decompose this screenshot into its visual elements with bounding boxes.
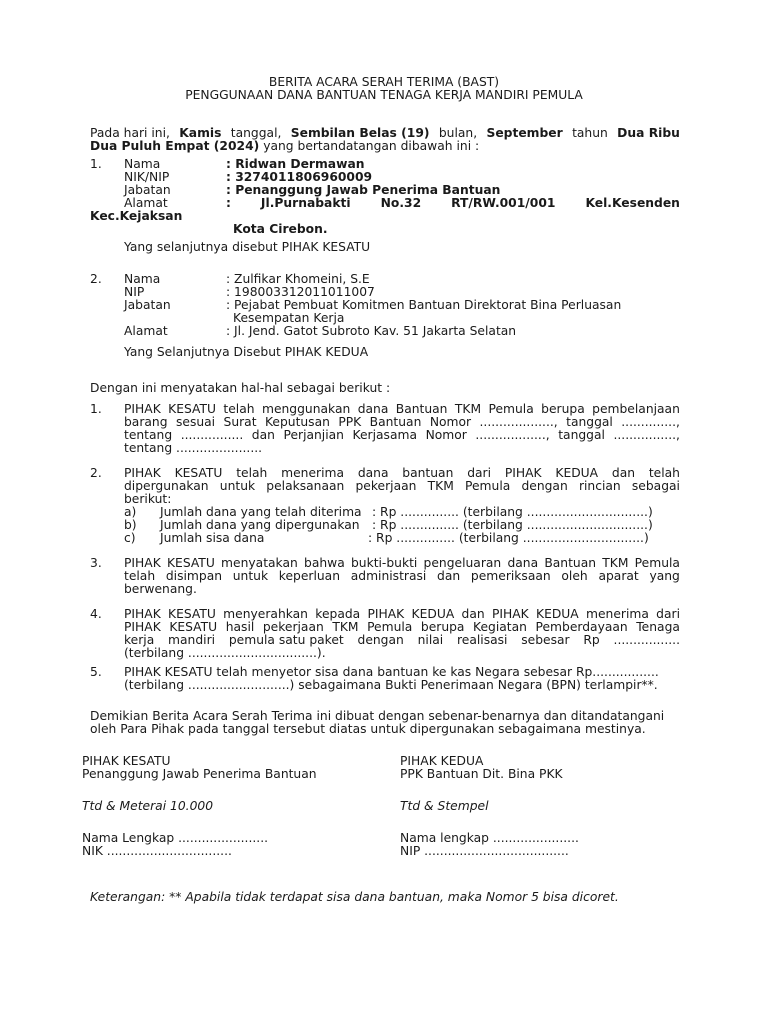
word: yang: [649, 569, 680, 583]
word: administrasi: [350, 569, 427, 583]
party1-number: 1.: [90, 157, 102, 171]
point1-line3: [124, 428, 680, 442]
word: KEDUA: [536, 607, 579, 621]
word: untuk: [219, 479, 256, 493]
word: Keputusan: [264, 415, 330, 429]
word: menerima: [586, 607, 649, 621]
intro-date: Sembilan Belas (19): [290, 126, 430, 140]
party1-jabatan-label: Jabatan: [124, 183, 171, 197]
point-number: 5.: [90, 665, 102, 679]
party1-name-value: : Ridwan Dermawan: [226, 157, 365, 171]
point-number: 3.: [90, 556, 102, 570]
word: menggunakan: [261, 402, 351, 416]
intro-text: tahun: [572, 126, 608, 140]
party1-alamat-line3: Kota Cirebon.: [233, 222, 328, 236]
point1-line4: tentang ......................: [124, 441, 263, 455]
party2-jabatan-value: : Pejabat Pembuat Komitmen Bantuan Direktorat Bina Perluasan: [226, 298, 622, 312]
subitem-a-value: : Rp ............... (terbilang ...............................): [372, 505, 653, 519]
word: dengan: [357, 633, 404, 647]
word: Pemula: [367, 620, 413, 634]
point3-line2: [124, 569, 680, 583]
word: .................: [613, 633, 680, 647]
statement-intro: Dengan ini menyatakan hal-hal sebagai berikut :: [90, 381, 391, 395]
word: telah: [124, 569, 156, 583]
word: Nomor: [425, 428, 467, 442]
party2-jabatan-label: Jabatan: [124, 298, 171, 312]
word: menyatakan: [221, 556, 298, 570]
party2-note: Yang Selanjutnya Disebut PIHAK KEDUA: [124, 345, 369, 359]
intro-text: yang bertandatangan dibawah ini :: [263, 139, 480, 153]
word: Perjanjian: [283, 428, 344, 442]
point1-line2: [124, 415, 680, 429]
word: pembelanjaan: [592, 402, 680, 416]
word: KESATU: [168, 607, 216, 621]
party1-alamat-label: Alamat: [124, 196, 168, 210]
subitem-b-label: Jumlah dana yang dipergunakan: [160, 518, 360, 532]
word: PIHAK: [491, 607, 529, 621]
word: tanggal: [558, 428, 605, 442]
point4-line1: [124, 607, 680, 621]
subitem-letter: c): [124, 531, 136, 545]
word: pemeriksaan: [470, 569, 551, 583]
party2-alamat-label: Alamat: [124, 324, 168, 338]
document-title: BERITA ACARA SERAH TERIMA (BAST): [268, 75, 500, 89]
sign-right-id: NIP .....................................: [400, 844, 569, 858]
word: ..................,: [475, 428, 550, 442]
word: kepada: [315, 607, 361, 621]
word: dari: [656, 607, 680, 621]
intro-year: Dua Ribu: [617, 126, 680, 140]
word: PIHAK: [124, 556, 161, 570]
point-number: 4.: [90, 607, 102, 621]
subitem-c-value: : Rp ............... (terbilang ...............................): [368, 531, 649, 545]
word: PIHAK: [124, 620, 161, 634]
word: Tenaga: [636, 620, 680, 634]
word: dari: [467, 466, 492, 480]
word: KESATU: [174, 466, 223, 480]
sign-left-name: Nama Lengkap .......................: [82, 831, 269, 845]
word: untuk: [232, 569, 269, 583]
word: tanggal: [566, 415, 613, 429]
word: mandiri: [168, 633, 216, 647]
point4-line4: (terbilang .................................).: [124, 646, 326, 660]
point-number: 1.: [90, 402, 102, 416]
word: PIHAK: [124, 466, 161, 480]
sign-right-title: PIHAK KEDUA: [400, 754, 484, 768]
word: tentang: [124, 428, 173, 442]
word: bahwa: [304, 556, 345, 570]
word: TKM: [454, 402, 482, 416]
alamat-kelurahan: Kel.Kesenden: [585, 196, 680, 210]
sign-left-role: Penanggung Jawab Penerima Bantuan: [82, 767, 317, 781]
word: dipergunakan: [124, 479, 209, 493]
intro-day: Kamis: [179, 126, 222, 140]
word: Kegiatan: [473, 620, 527, 634]
word: KEDUA: [411, 607, 455, 621]
party1-nik-value: : 3274011806960009: [226, 170, 373, 184]
word: dan: [251, 428, 275, 442]
word: PPK: [338, 415, 362, 429]
point4-line3: [124, 633, 680, 647]
word: barang: [124, 415, 168, 429]
party2-number: 2.: [90, 272, 102, 286]
party2-nip-label: NIP: [124, 285, 145, 299]
word: dana: [507, 556, 539, 570]
sign-right-role: PPK Bantuan Dit. Bina PKK: [400, 767, 563, 781]
party2-jabatan-value-cont: Kesempatan Kerja: [233, 311, 345, 325]
word: disimpan: [165, 569, 223, 583]
word: KESATU: [168, 402, 217, 416]
point1-line1: [124, 402, 680, 416]
word: TKM: [602, 556, 629, 570]
closing-line-2: oleh Para Pihak pada tanggal tersebut diatas untuk dipergunakan sebagaimana mestinya.: [90, 722, 646, 736]
word: realisasi: [456, 633, 508, 647]
subitem-c-label: Jumlah sisa dana: [160, 531, 265, 545]
word: pemula satu paket: [228, 633, 344, 647]
word: dan: [437, 569, 461, 583]
party2-alamat-value: : Jl. Jend. Gatot Subroto Kav. 51 Jakarta Selatan: [226, 324, 517, 338]
alamat-number: No.32: [380, 196, 422, 210]
word: kerja: [124, 633, 155, 647]
party2-nip-value: : 198003312011011007: [226, 285, 375, 299]
word: Surat: [223, 415, 257, 429]
word: berupa: [541, 402, 585, 416]
intro-text: Pada hari ini,: [90, 126, 170, 140]
word: KESATU: [169, 620, 218, 634]
word: bukti-bukti: [350, 556, 418, 570]
word: PIHAK: [124, 402, 161, 416]
intro-year-cont: Dua Puluh Empat (2024): [90, 139, 260, 153]
word: PIHAK: [124, 607, 161, 621]
point5-line1: PIHAK KESATU telah menyetor sisa dana bantuan ke kas Negara sebesar Rp.................: [124, 665, 659, 679]
word: oleh: [561, 569, 588, 583]
word: ...................,: [479, 415, 558, 429]
word: ..............,: [621, 415, 680, 429]
word: nilai: [417, 633, 444, 647]
alamat-rtrw: RT/RW.001/001: [451, 196, 556, 210]
closing-line-1: Demikian Berita Acara Serah Terima ini dibuat dengan sebenar-benarnya dan ditandatangani: [90, 709, 665, 723]
point4-line2: [124, 620, 680, 634]
word: pelaksanaan: [266, 479, 345, 493]
party1-alamat-line2: Kec.Kejaksan: [90, 209, 183, 223]
word: menerima: [281, 466, 345, 480]
word: bantuan: [402, 466, 454, 480]
word: rincian: [578, 479, 621, 493]
subitem-a-label: Jumlah dana yang telah diterima: [160, 505, 362, 519]
sign-right-ttd: Ttd & Stempel: [400, 799, 489, 813]
word: pengeluaran: [423, 556, 502, 570]
word: PIHAK: [504, 466, 542, 480]
document-subtitle: PENGGUNAAN DANA BANTUAN TENAGA KERJA MANDIRI PEMULA: [185, 88, 583, 102]
word: TKM: [427, 479, 454, 493]
word: keperluan: [278, 569, 341, 583]
point3-line3: berwenang.: [124, 582, 197, 596]
intro-month: September: [486, 126, 563, 140]
word: Rp: [583, 633, 600, 647]
word: menyerahkan: [223, 607, 308, 621]
subitem-letter: b): [124, 518, 137, 532]
intro-text: tanggal,: [230, 126, 282, 140]
word: dan: [461, 607, 485, 621]
sign-right-name: Nama lengkap ......................: [400, 831, 579, 845]
word: pekerjaan: [262, 620, 324, 634]
word: telah: [223, 402, 255, 416]
word: berupa: [420, 620, 465, 634]
word: aparat: [598, 569, 639, 583]
word: sebesar: [521, 633, 570, 647]
subitem-letter: a): [124, 505, 137, 519]
party2-name-value: : Zulfikar Khomeini, S.E: [226, 272, 370, 286]
word: dan: [611, 466, 636, 480]
subitem-b-value: : Rp ............... (terbilang ...............................): [372, 518, 653, 532]
word: KESATU: [166, 556, 215, 570]
point3-line1: [124, 556, 680, 570]
word: sesuai: [175, 415, 216, 429]
intro-line-2: [90, 139, 479, 153]
word: KEDUA: [555, 466, 599, 480]
party1-name-label: Nama: [124, 157, 161, 171]
word: Bantuan: [369, 415, 422, 429]
point2-line3: berikut:: [124, 492, 172, 506]
party1-alamat-line1: [226, 196, 680, 210]
word: dana: [357, 466, 389, 480]
word: TKM: [332, 620, 359, 634]
intro-line-1: [90, 126, 680, 140]
word: Bantuan: [544, 556, 597, 570]
word: ................,: [613, 428, 680, 442]
intro-text: bulan,: [438, 126, 478, 140]
party1-jabatan-value: : Penanggung Jawab Penerima Bantuan: [226, 183, 501, 197]
party1-note: Yang selanjutnya disebut PIHAK KESATU: [124, 240, 371, 254]
word: Pemula: [465, 479, 511, 493]
word: Pemula: [488, 402, 534, 416]
point2-line1: [124, 466, 680, 480]
word: Bantuan: [395, 402, 448, 416]
sign-left-id: NIK ................................: [82, 844, 232, 858]
sign-left-title: PIHAK KESATU: [82, 754, 171, 768]
point5-line2: (terbilang ..........................) sebagaimana Bukti Penerimaan Negara (BPN) terlampir**.: [124, 678, 658, 692]
party1-nik-label: NIK/NIP: [124, 170, 170, 184]
word: hasil: [225, 620, 255, 634]
word: Kerjasama: [352, 428, 418, 442]
word: ................: [180, 428, 244, 442]
word: Pemula: [634, 556, 680, 570]
word: PIHAK: [367, 607, 405, 621]
word: Pemberdayaan: [535, 620, 628, 634]
alamat-street: Jl.Purnabakti: [260, 196, 351, 210]
point2-line2: [124, 479, 680, 493]
party2-name-label: Nama: [124, 272, 161, 286]
footnote: Keterangan: ** Apabila tidak terdapat sisa dana bantuan, maka Nomor 5 bisa dicoret.: [90, 890, 619, 904]
word: dengan: [521, 479, 568, 493]
word: pekerjaan: [355, 479, 417, 493]
word: telah: [648, 466, 680, 480]
alamat-colon: :: [226, 196, 231, 210]
word: sebagai: [631, 479, 680, 493]
word: dana: [357, 402, 389, 416]
word: Nomor: [429, 415, 472, 429]
sign-left-ttd: Ttd & Meterai 10.000: [82, 799, 214, 813]
point-number: 2.: [90, 466, 102, 480]
word: telah: [236, 466, 268, 480]
